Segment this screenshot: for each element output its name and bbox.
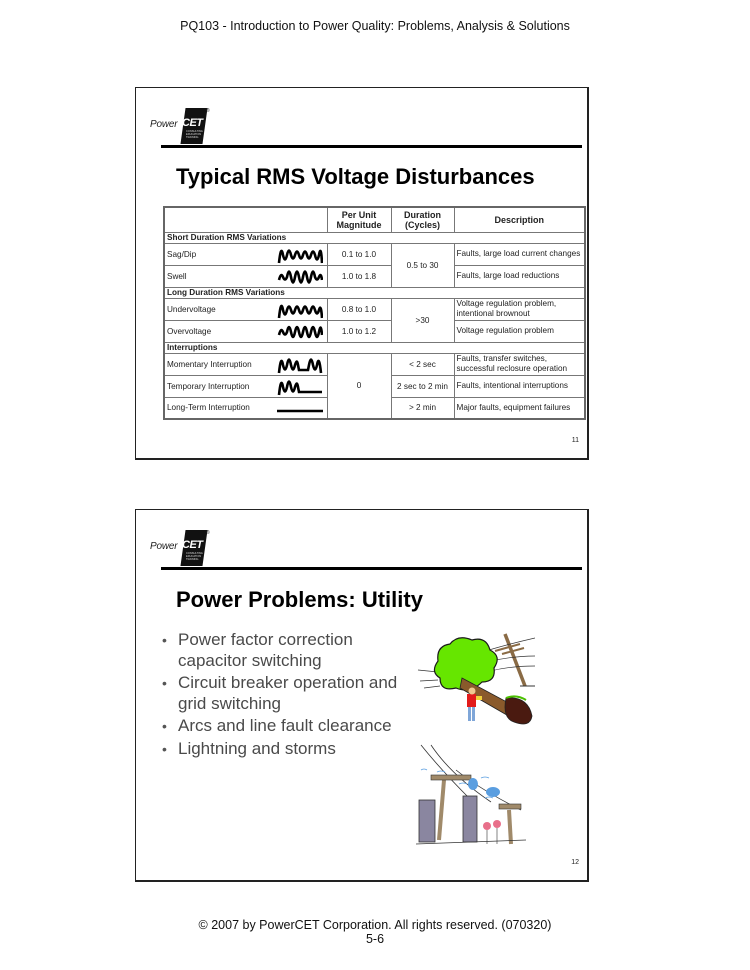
row-name: Temporary Interruption (167, 381, 250, 391)
header-blank (164, 207, 327, 232)
duration-cell: > 2 min (391, 397, 454, 419)
bullet-item: • Arcs and line fault clearance (162, 716, 402, 737)
description-cell: Voltage regulation problem, intentional brownout (454, 298, 585, 320)
description-cell: Faults, large load reductions (454, 265, 585, 287)
row-name-cell (164, 243, 327, 265)
copyright-text: © 2007 by PowerCET Corporation. All rights reserved. (070320) (198, 918, 552, 932)
bullet-list (162, 630, 402, 761)
row-name-cell (164, 265, 327, 287)
description-cell: Faults, transfer switches, successful reclosure operation (454, 353, 585, 375)
page-number: 5-6 (365, 932, 385, 946)
row-name: Swell (167, 271, 187, 281)
header-duration: Duration (Cycles) (391, 207, 454, 232)
logo-power-text: Power (150, 119, 178, 130)
slide-number: 11 (571, 437, 579, 444)
section-long-duration: Long Duration RMS Variations (164, 287, 585, 298)
duration-cell: < 2 sec (391, 353, 454, 375)
duration-cell: 2 sec to 2 min (391, 375, 454, 397)
slide-title: Typical RMS Voltage Disturbances (176, 164, 535, 189)
bullet-item: • Lightning and storms (162, 739, 402, 760)
overvoltage-waveform-icon (277, 323, 323, 341)
table-row (164, 298, 585, 320)
row-name: Long-Term Interruption (167, 403, 250, 413)
bullet-item: • Power factor correction capacitor switching (162, 630, 402, 671)
slide-title: Power Problems: Utility (176, 587, 423, 612)
slide-number: 12 (571, 859, 579, 866)
row-name: Overvoltage (167, 326, 212, 336)
slide-12 (135, 509, 589, 882)
rms-disturbances-table (163, 206, 586, 420)
duration-cell: >30 (391, 298, 454, 342)
table-row (164, 320, 585, 342)
row-name-cell (164, 320, 327, 342)
table-row (164, 265, 585, 287)
page-footer (0, 918, 750, 946)
description-cell: Faults, intentional interruptions (454, 375, 585, 397)
magnitude-cell: 1.0 to 1.2 (327, 320, 391, 342)
section-row (164, 287, 585, 298)
magnitude-cell: 1.0 to 1.8 (327, 265, 391, 287)
row-name: Sag/Dip (167, 249, 197, 259)
slide-11 (135, 87, 589, 460)
page-header: PQ103 - Introduction to Power Quality: Problems, Analysis & Solutions (180, 19, 570, 33)
temporary-interruption-waveform-icon (277, 378, 323, 396)
section-row (164, 342, 585, 353)
logo-power-text: Power (150, 541, 178, 552)
swell-waveform-icon (277, 268, 323, 286)
header-description: Description (454, 207, 585, 232)
description-cell: Voltage regulation problem (454, 320, 585, 342)
magnitude-cell: 0.8 to 1.0 (327, 298, 391, 320)
row-name: Momentary Interruption (167, 359, 252, 369)
logo-tagline: CONSULTING EDUCATION TRAINING (186, 552, 203, 561)
title-rule (161, 567, 582, 570)
section-row (164, 232, 585, 243)
long-term-interruption-waveform-icon (277, 400, 323, 418)
description-cell: Faults, large load current changes (454, 243, 585, 265)
powercet-logo (150, 530, 230, 568)
birds-on-power-lines-city-illustration (411, 740, 531, 850)
sag-waveform-icon (277, 246, 323, 264)
magnitude-cell: 0 (327, 353, 391, 419)
table-header-row (164, 207, 585, 232)
tree-falling-on-power-line-illustration (410, 626, 535, 726)
row-name-cell (164, 375, 327, 397)
row-name: Undervoltage (167, 304, 216, 314)
bullet-item: • Circuit breaker operation and grid switching (162, 673, 402, 714)
table-row (164, 243, 585, 265)
description-cell: Major faults, equipment failures (454, 397, 585, 419)
logo-registered: ® (206, 530, 210, 536)
logo-registered: ® (206, 108, 210, 114)
row-name-cell (164, 353, 327, 375)
header-magnitude: Per Unit Magnitude (327, 207, 391, 232)
momentary-interruption-waveform-icon (277, 356, 323, 374)
row-name-cell (164, 298, 327, 320)
table-row (164, 353, 585, 375)
powercet-logo (150, 108, 230, 146)
row-name-cell (164, 397, 327, 419)
magnitude-cell: 0.1 to 1.0 (327, 243, 391, 265)
logo-tagline: CONSULTING EDUCATION TRAINING (186, 130, 203, 139)
title-rule (161, 145, 582, 148)
section-interruptions: Interruptions (164, 342, 585, 353)
logo-cet-text: CET (182, 117, 203, 129)
logo-cet-text: CET (182, 539, 203, 551)
section-short-duration: Short Duration RMS Variations (164, 232, 585, 243)
duration-cell: 0.5 to 30 (391, 243, 454, 287)
undervoltage-waveform-icon (277, 301, 323, 319)
